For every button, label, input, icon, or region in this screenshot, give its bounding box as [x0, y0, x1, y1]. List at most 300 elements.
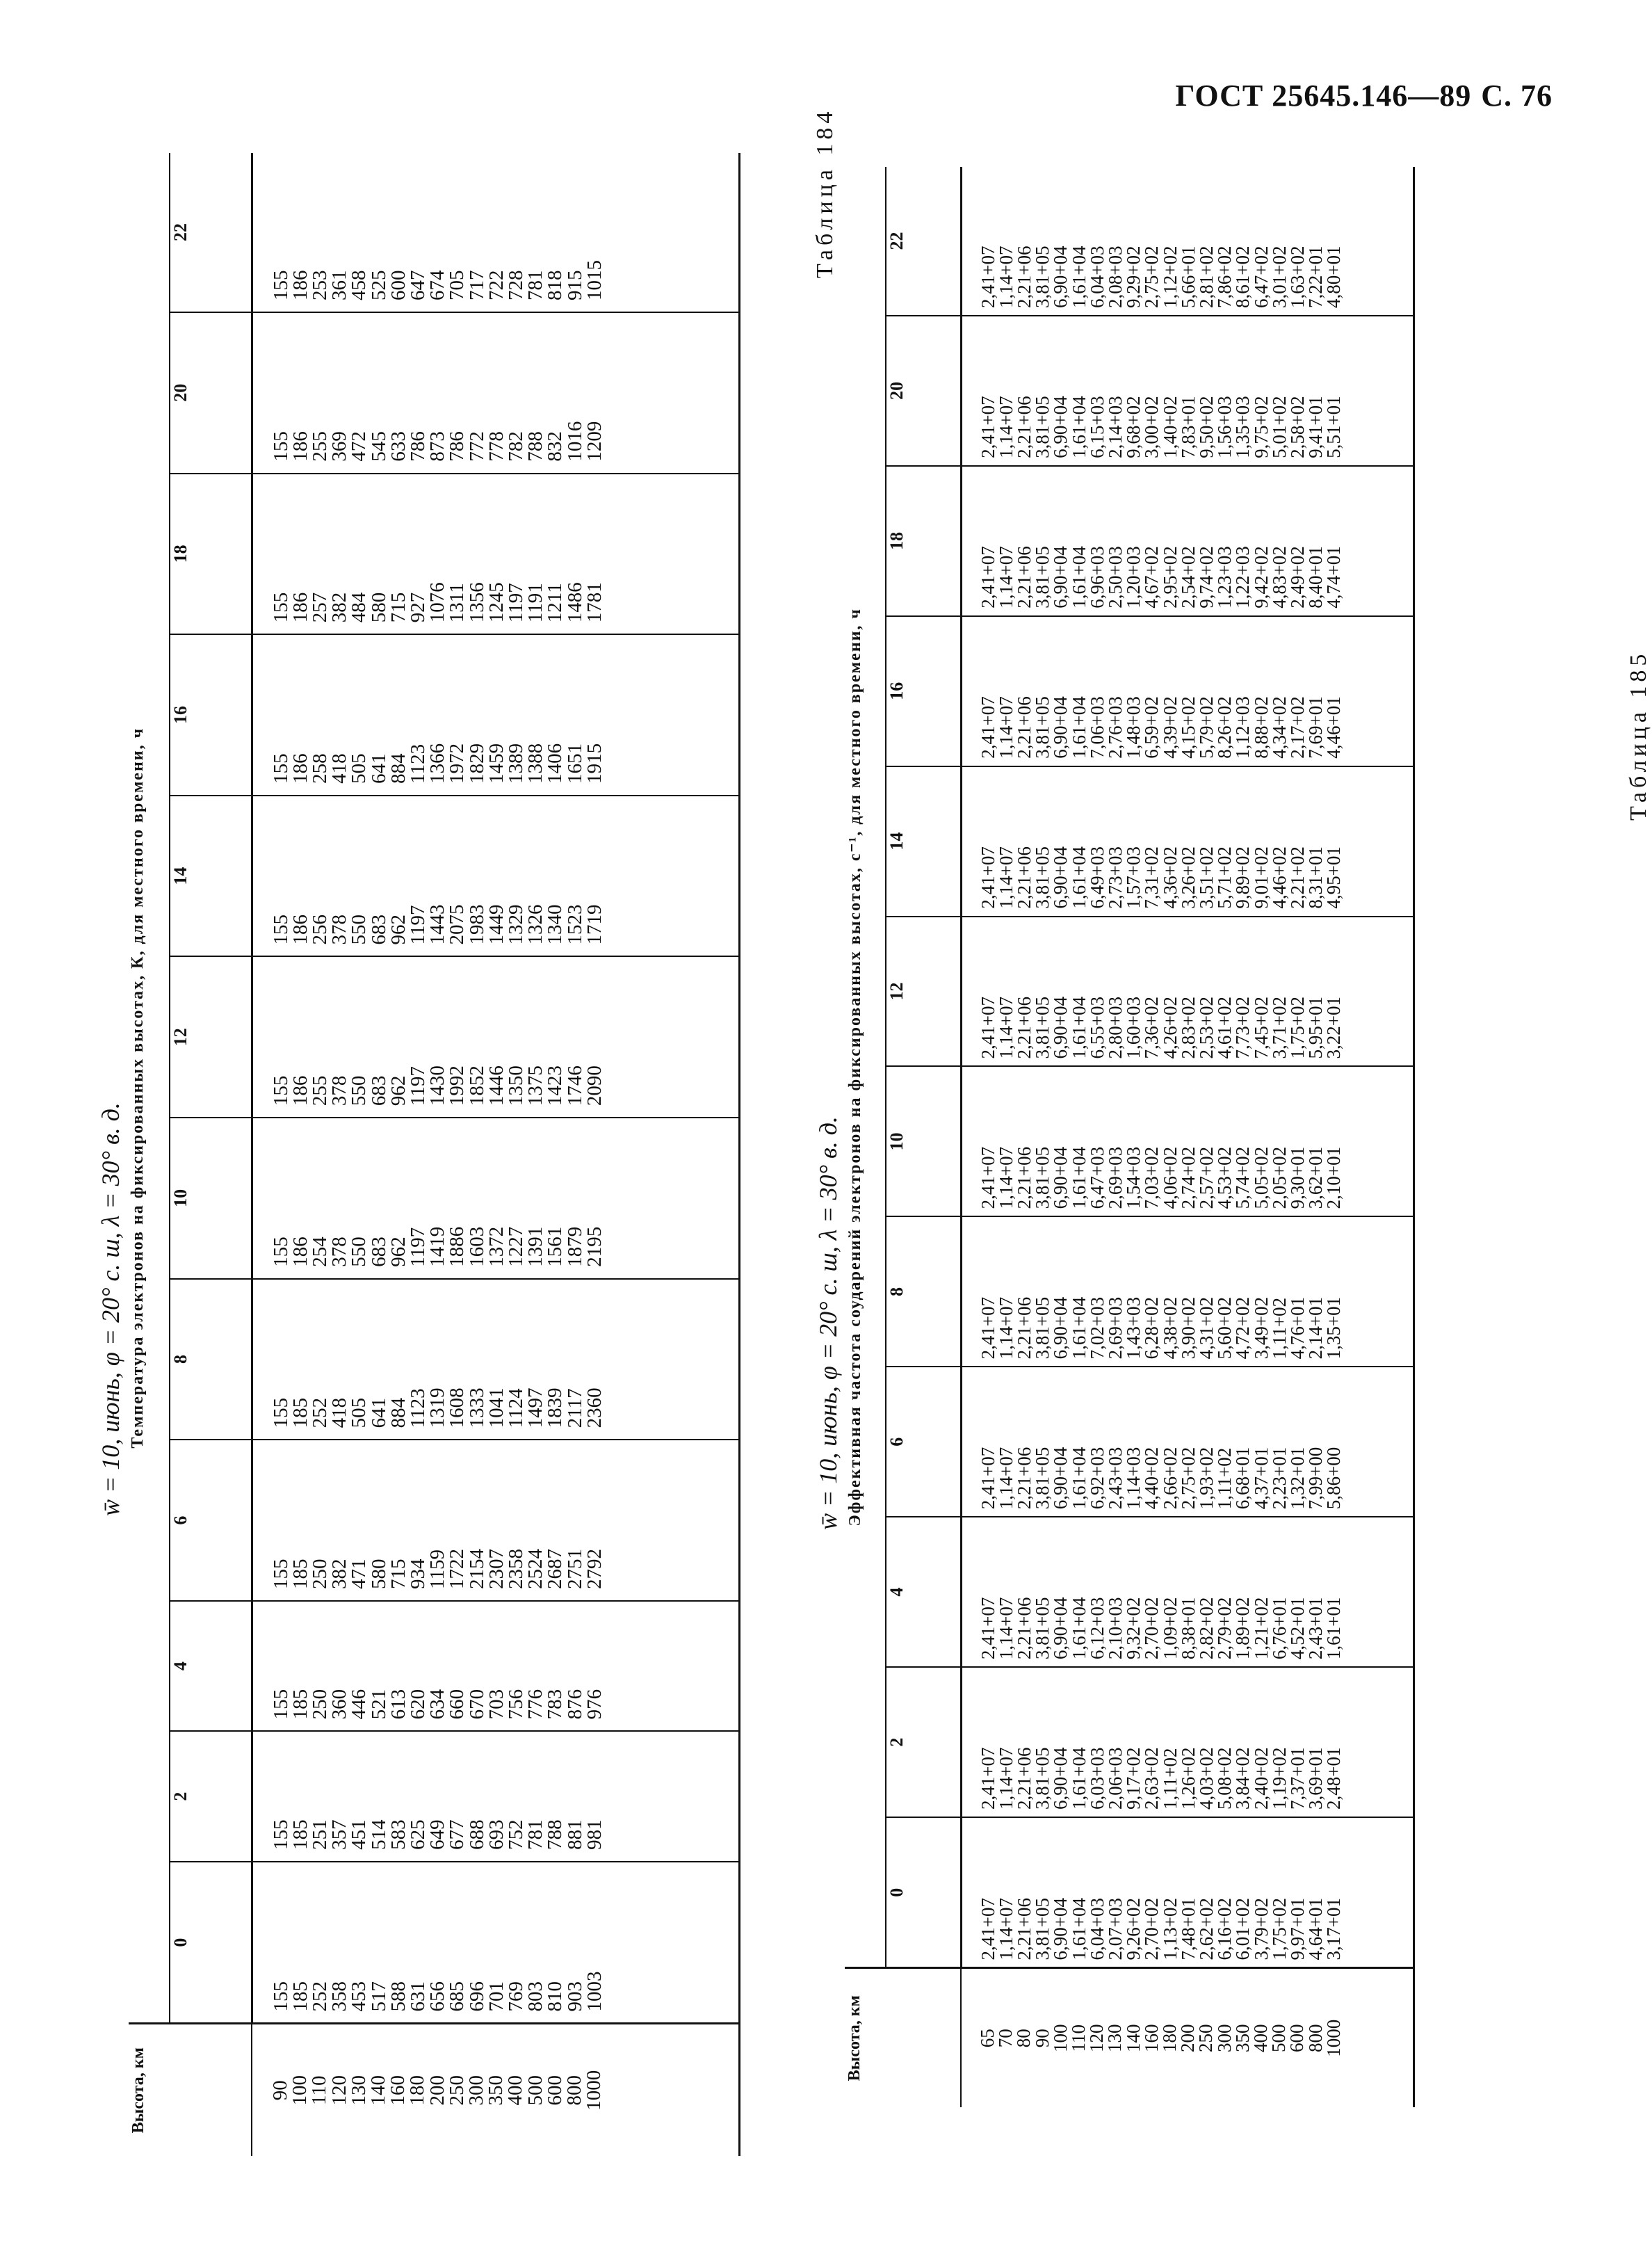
table185-cell: 2,21+06 [1013, 1146, 1035, 1209]
table184-cell: 600 [387, 270, 410, 300]
table185-cell: 2,10+01 [1323, 1146, 1345, 1209]
table184-col-header-0: 0 [170, 1862, 252, 2024]
table185-cell: 2,05+02 [1268, 1146, 1290, 1209]
page-header [1165, 78, 1553, 113]
table185-cell: 6,12+03 [1086, 1597, 1108, 1660]
table184-cell: 884 [387, 753, 410, 784]
table185-cell: 6,59+02 [1141, 696, 1163, 759]
table184-cell: 934 [406, 1559, 429, 1589]
table185-cell: 5,95+01 [1305, 997, 1327, 1059]
table185-col-header-22: 22 [886, 167, 961, 316]
table184-cell: 1561 [544, 1226, 567, 1267]
table184-cell: 2687 [544, 1548, 567, 1589]
table185-height-65: 65 [977, 2029, 998, 2048]
table184-cell: 451 [348, 1819, 371, 1850]
table185-cell: 2,07+03 [1104, 1898, 1126, 1960]
table184-cell: 255 [308, 1075, 331, 1106]
table184-cell: 1839 [544, 1387, 567, 1428]
table184-cell: 155 [269, 1981, 292, 2012]
table185-cell: 5,51+01 [1323, 396, 1345, 458]
table184-cell: 769 [504, 1981, 527, 2012]
table184-cell: 715 [387, 592, 410, 623]
table184-cell: 1603 [465, 1226, 488, 1267]
table185-cell: 6,90+04 [1050, 997, 1071, 1059]
table184-cell: 382 [328, 1559, 351, 1589]
table185-cell: 3,69+01 [1305, 1747, 1327, 1810]
table184-height-300: 300 [465, 2075, 488, 2106]
table185-cell: 4,67+02 [1141, 546, 1163, 609]
table185-cell: 1,57+03 [1123, 846, 1144, 909]
table184-cell: 580 [367, 1559, 390, 1589]
table185-cell: 2,21+06 [1013, 1447, 1035, 1510]
table184-cell: 358 [328, 1981, 351, 2012]
table185-cell: 2,58+02 [1286, 396, 1308, 458]
table-184-grid [129, 153, 740, 2156]
table185-cell: 6,90+04 [1050, 1296, 1071, 1360]
table184-cell: 717 [465, 270, 488, 300]
table184-col-header-2: 2 [170, 1731, 252, 1861]
table185-column-22 [961, 167, 1414, 316]
table185-height-80: 80 [1013, 2029, 1035, 2048]
table185-cell: 6,90+04 [1050, 1597, 1071, 1660]
table185-col-header-6: 6 [886, 1367, 961, 1517]
table185-cell: 2,69+03 [1104, 1146, 1126, 1209]
table185-cell: 3,84+02 [1232, 1747, 1254, 1810]
table185-cell: 7,37+01 [1286, 1747, 1308, 1810]
table184-cell: 186 [289, 270, 311, 300]
table185-cell: 1,61+04 [1068, 1747, 1090, 1810]
table184-cell: 776 [524, 1689, 547, 1720]
table184-cell: 250 [308, 1559, 331, 1589]
table184-cell: 881 [563, 1819, 586, 1850]
table185-cell: 2,80+03 [1104, 997, 1126, 1059]
table184-cell: 155 [269, 1237, 292, 1267]
table185-cell: 9,01+02 [1250, 846, 1272, 909]
table184-cell: 514 [367, 1819, 390, 1850]
table184-cell: 472 [348, 431, 371, 462]
table184-cell: 677 [446, 1819, 469, 1850]
table185-cell: 2,41+07 [977, 997, 998, 1059]
table184-cell: 781 [524, 1819, 547, 1850]
table184-cell: 1992 [446, 1065, 469, 1106]
table185-cell: 2,41+07 [977, 1146, 998, 1209]
table184-cell: 1391 [524, 1226, 547, 1267]
table185-cell: 7,31+02 [1141, 846, 1163, 909]
table184-height-180: 180 [406, 2075, 429, 2106]
table185-cell: 2,83+02 [1177, 997, 1199, 1059]
table184-cell: 782 [504, 431, 527, 462]
table184-cell: 1430 [426, 1065, 449, 1106]
table185-cell: 1,09+02 [1159, 1597, 1181, 1660]
table185-cell: 1,54+03 [1123, 1146, 1144, 1209]
table185-cell: 1,26+02 [1177, 1747, 1199, 1810]
table185-cell: 3,51+02 [1195, 846, 1217, 909]
table184-cell: 1781 [583, 582, 606, 623]
table184-height-140: 140 [367, 2075, 390, 2106]
table185-height-500: 500 [1268, 2024, 1290, 2052]
table185-cell: 9,32+02 [1123, 1597, 1144, 1660]
table184-cell: 446 [348, 1689, 371, 1720]
table185-cell: 2,53+02 [1195, 997, 1217, 1059]
table185-col-header-16: 16 [886, 616, 961, 766]
table185-cell: 3,79+02 [1250, 1898, 1272, 1960]
table184-height-160: 160 [387, 2075, 410, 2106]
table185-cell: 1,14+07 [995, 546, 1017, 609]
table185-height-600: 600 [1286, 2024, 1308, 2052]
table185-cell: 1,14+07 [995, 1898, 1017, 1960]
table184-cell: 696 [465, 1981, 488, 2012]
table185-cell: 2,21+06 [1013, 1597, 1035, 1660]
table184-cell: 1829 [465, 743, 488, 784]
table184-cell: 1446 [485, 1065, 508, 1106]
table184-cell: 251 [308, 1819, 331, 1850]
table185-cell: 3,22+01 [1323, 997, 1345, 1059]
table-184-label: Таблица 184 [812, 107, 838, 278]
table185-cell: 6,28+02 [1141, 1296, 1163, 1360]
table184-cell: 2360 [583, 1387, 606, 1428]
table184-col-header-8: 8 [170, 1279, 252, 1440]
table184-cell: 357 [328, 1819, 351, 1850]
table185-cell: 6,90+04 [1050, 1898, 1071, 1960]
table184-cell: 155 [269, 914, 292, 945]
table184-cell: 631 [406, 1981, 429, 2012]
table184-height-350: 350 [485, 2075, 508, 2106]
table184-cell: 2358 [504, 1548, 527, 1589]
table185-cell: 1,14+03 [1123, 1447, 1144, 1510]
table185-cell: 6,49+03 [1086, 846, 1108, 909]
table184-cell: 1197 [406, 905, 429, 945]
table185-cell: 1,35+03 [1232, 396, 1254, 458]
table185-cell: 2,69+03 [1104, 1296, 1126, 1360]
table185-cell: 4,80+01 [1323, 245, 1345, 308]
table185-cell: 4,64+01 [1305, 1898, 1327, 1960]
table185-cell: 8,40+01 [1305, 546, 1327, 609]
table-185-row-header: Высота, км [845, 1968, 961, 2107]
table185-cell: 7,03+02 [1141, 1146, 1163, 1209]
table185-cell: 2,41+07 [977, 1898, 998, 1960]
table185-cell: 3,26+02 [1177, 846, 1199, 909]
table185-col-header-2: 2 [886, 1667, 961, 1817]
table184-cell: 981 [583, 1819, 606, 1850]
table185-cell: 4,72+02 [1232, 1296, 1254, 1360]
table184-column-22 [252, 153, 740, 312]
table184-cell: 962 [387, 914, 410, 945]
table185-cell: 4,26+02 [1159, 997, 1181, 1059]
table185-cell: 4,37+01 [1250, 1447, 1272, 1510]
table185-cell: 5,66+01 [1177, 245, 1199, 308]
table185-cell: 2,41+07 [977, 1597, 998, 1660]
table185-cell: 2,41+07 [977, 1296, 998, 1360]
table184-cell: 1449 [485, 904, 508, 945]
table185-cell: 1,12+03 [1232, 696, 1254, 759]
table185-height-350: 350 [1231, 2024, 1253, 2052]
table184-cell: 1983 [465, 904, 488, 945]
table185-cell: 2,63+02 [1141, 1747, 1163, 1810]
table184-cell: 583 [387, 1819, 410, 1850]
table185-cell: 7,06+03 [1086, 696, 1108, 759]
table184-cell: 2090 [583, 1065, 606, 1106]
table-184-row-header: Высота, км [129, 2024, 252, 2156]
table184-cell: 2117 [563, 1388, 586, 1428]
table184-cell: 1886 [446, 1226, 469, 1267]
table185-cell: 9,42+02 [1250, 546, 1272, 609]
table185-cell: 4,46+02 [1268, 846, 1290, 909]
table185-cell: 2,14+01 [1305, 1296, 1327, 1360]
table184-cell: 786 [406, 431, 429, 462]
table184-cell: 1356 [465, 582, 488, 623]
table184-height-100: 100 [289, 2075, 311, 2106]
table184-cell: 1497 [524, 1387, 547, 1428]
table184-cell: 155 [269, 270, 292, 300]
table185-cell: 1,14+07 [995, 245, 1017, 308]
table184-cell: 186 [289, 592, 311, 623]
table185-cell: 3,81+05 [1032, 1447, 1053, 1510]
table185-cell: 1,14+07 [995, 396, 1017, 458]
table185-height-70: 70 [995, 2029, 1017, 2048]
table185-cell: 1,93+02 [1195, 1447, 1217, 1510]
table185-cell: 3,81+05 [1032, 1146, 1053, 1209]
table185-column-8 [961, 1216, 1414, 1367]
table-184-span-header: Температура электронов на фиксированных высотах, К, для местного времени, ч [129, 153, 170, 2024]
table184-height-110: 110 [308, 2075, 331, 2105]
table185-cell: 3,81+05 [1032, 997, 1053, 1059]
table184-cell: 647 [406, 270, 429, 300]
table185-cell: 1,61+04 [1068, 997, 1090, 1059]
table185-cell: 1,35+01 [1323, 1296, 1345, 1360]
table185-cell: 1,14+07 [995, 696, 1017, 759]
table185-cell: 1,61+04 [1068, 1447, 1090, 1510]
table184-cell: 1159 [426, 1549, 449, 1589]
table184-cell: 484 [348, 592, 371, 623]
table184-column-14 [252, 796, 740, 957]
table185-height-110: 110 [1068, 2024, 1090, 2052]
table184-cell: 255 [308, 431, 331, 462]
table184-cell: 458 [348, 270, 371, 300]
table185-cell: 2,50+03 [1104, 546, 1126, 609]
table184-height-500: 500 [524, 2075, 546, 2106]
table184-col-header-16: 16 [170, 634, 252, 796]
table184-column-6 [252, 1440, 740, 1601]
table184-cell: 1389 [504, 743, 527, 784]
table184-cell: 778 [485, 431, 508, 462]
table185-cell: 1,21+02 [1250, 1597, 1272, 1660]
table185-cell: 3,49+02 [1250, 1296, 1272, 1360]
table185-cell: 4,74+01 [1323, 546, 1345, 609]
table184-cell: 1879 [563, 1226, 586, 1267]
table184-col-header-12: 12 [170, 956, 252, 1118]
table184-cell: 625 [406, 1819, 429, 1850]
table185-cell: 1,14+07 [995, 1747, 1017, 1810]
table185-column-20 [961, 316, 1414, 466]
table185-cell: 2,41+07 [977, 396, 998, 458]
table184-cell: 1375 [524, 1065, 547, 1106]
table184-cell: 525 [367, 270, 390, 300]
table185-cell: 2,66+02 [1159, 1447, 1181, 1510]
table185-cell: 8,31+01 [1305, 846, 1327, 909]
table185-cell: 2,41+07 [977, 546, 998, 609]
table184-cell: 1333 [465, 1387, 488, 1428]
table184-cell: 155 [269, 1689, 292, 1720]
table184-cell: 257 [308, 592, 331, 623]
table184-cell: 418 [328, 753, 351, 784]
table185-cell: 2,54+02 [1177, 546, 1199, 609]
table184-cell: 927 [406, 592, 429, 623]
table185-cell: 7,83+01 [1177, 396, 1199, 458]
table184-cell: 155 [269, 1559, 292, 1589]
table-184-title: w̄ = 10, июнь, φ = 20° с. ш, λ = 30° в. д. [97, 1102, 124, 1516]
table184-cell: 688 [465, 1819, 488, 1850]
table184-cell: 252 [308, 1397, 331, 1428]
table184-cell: 1003 [583, 1971, 606, 2012]
table184-cell: 378 [328, 914, 351, 945]
table184-cell: 155 [269, 431, 292, 462]
table184-height-250: 250 [445, 2075, 468, 2106]
table185-cell: 1,56+03 [1214, 396, 1236, 458]
table185-cell: 8,88+02 [1250, 696, 1272, 759]
table185-cell: 1,48+03 [1123, 696, 1144, 759]
table184-col-header-4: 4 [170, 1601, 252, 1731]
table185-cell: 5,79+02 [1195, 696, 1217, 759]
table185-cell: 6,90+04 [1050, 396, 1071, 458]
table184-column-4 [252, 1601, 740, 1731]
table185-cell: 6,04+03 [1086, 245, 1108, 308]
table184-cell: 674 [426, 270, 449, 300]
table184-cell: 1366 [426, 743, 449, 784]
table184-height-800: 800 [563, 2075, 586, 2106]
table184-cell: 186 [289, 1075, 311, 1106]
table184-cell: 1227 [504, 1226, 527, 1267]
table185-cell: 6,04+03 [1086, 1898, 1108, 1960]
table184-cell: 818 [544, 270, 567, 300]
table185-height-200: 200 [1177, 2024, 1199, 2052]
table185-cell: 1,14+07 [995, 1597, 1017, 1660]
table185-cell: 3,81+05 [1032, 1747, 1053, 1810]
table185-cell: 2,76+03 [1104, 696, 1126, 759]
table185-cell: 1,11+02 [1159, 1748, 1181, 1810]
table184-cell: 471 [348, 1559, 371, 1589]
table184-col-header-6: 6 [170, 1440, 252, 1601]
table184-cell: 752 [504, 1819, 527, 1850]
table185-cell: 4,36+02 [1159, 846, 1181, 909]
table184-col-header-22: 22 [170, 153, 252, 312]
table185-cell: 5,01+02 [1268, 396, 1290, 458]
table184-cell: 418 [328, 1397, 351, 1428]
table184-cell: 378 [328, 1075, 351, 1106]
table184-cell: 550 [348, 1237, 371, 1267]
table185-cell: 9,75+02 [1250, 396, 1272, 458]
table184-cell: 728 [504, 270, 527, 300]
table185-cell: 1,43+03 [1123, 1296, 1144, 1360]
table185-cell: 1,61+01 [1323, 1597, 1345, 1660]
table184-cell: 1651 [563, 743, 586, 784]
table185-cell: 1,89+02 [1232, 1597, 1254, 1660]
table184-cell: 1915 [583, 743, 606, 784]
table184-height-1000: 1000 [583, 2070, 606, 2111]
table-185-label: Таблица 185 [1626, 650, 1651, 821]
table185-cell: 2,73+03 [1104, 846, 1126, 909]
table184-cell: 1123 [406, 743, 429, 784]
table185-column-4 [961, 1517, 1414, 1667]
table185-cell: 5,60+02 [1214, 1296, 1236, 1360]
table185-col-header-14: 14 [886, 766, 961, 917]
table185-cell: 4,61+02 [1214, 997, 1236, 1059]
table185-cell: 5,74+02 [1232, 1146, 1254, 1209]
table184-cell: 1423 [544, 1065, 567, 1106]
table184-cell: 703 [485, 1689, 508, 1720]
table185-cell: 1,61+04 [1068, 245, 1090, 308]
table184-cell: 1608 [446, 1387, 469, 1428]
table185-cell: 1,32+01 [1286, 1447, 1308, 1510]
table185-cell: 2,06+03 [1104, 1747, 1126, 1810]
table185-cell: 1,14+07 [995, 1296, 1017, 1360]
table185-cell: 1,40+02 [1159, 396, 1181, 458]
table184-cell: 1211 [544, 583, 567, 623]
table185-cell: 6,68+01 [1232, 1447, 1254, 1510]
table184-cell: 1329 [504, 904, 527, 945]
table184-column-10 [252, 1118, 740, 1279]
table185-cell: 6,76+01 [1268, 1597, 1290, 1660]
table184-height-120: 120 [327, 2075, 350, 2106]
table185-cell: 2,10+03 [1104, 1597, 1126, 1660]
page-number: С. 76 [1481, 79, 1553, 113]
table185-cell: 1,61+04 [1068, 1296, 1090, 1360]
table184-cell: 453 [348, 1981, 371, 2012]
table184-cell: 256 [308, 914, 331, 945]
table185-cell: 2,21+06 [1013, 1747, 1035, 1810]
table185-cell: 7,99+00 [1305, 1447, 1327, 1510]
table185-cell: 2,08+03 [1104, 245, 1126, 308]
table185-cell: 5,86+00 [1323, 1447, 1345, 1510]
table185-height-100: 100 [1049, 2024, 1071, 2052]
table184-cell: 788 [524, 431, 547, 462]
table184-cell: 2792 [583, 1548, 606, 1589]
table185-cell: 2,21+06 [1013, 846, 1035, 909]
table-185-title: w̄ = 10, июнь, φ = 20° с. ш, λ = 30° в. д. [814, 1116, 842, 1530]
table185-cell: 1,13+02 [1159, 1898, 1181, 1960]
table184-cell: 185 [289, 1689, 311, 1720]
table184-cell: 185 [289, 1559, 311, 1589]
table184-cell: 2195 [583, 1226, 606, 1267]
table184-cell: 186 [289, 914, 311, 945]
table185-cell: 1,20+03 [1123, 546, 1144, 609]
table184-cell: 1722 [446, 1548, 469, 1589]
table184-cell: 1209 [583, 421, 606, 462]
table184-cell: 588 [387, 1981, 410, 2012]
table184-cell: 903 [563, 1981, 586, 2012]
table185-cell: 4,15+02 [1177, 696, 1199, 759]
table184-cell: 1486 [563, 582, 586, 623]
table184-cell: 185 [289, 1397, 311, 1428]
table185-cell: 3,81+05 [1032, 396, 1053, 458]
table184-cell: 1719 [583, 904, 606, 945]
table184-cell: 1746 [563, 1065, 586, 1106]
table185-cell: 1,63+02 [1286, 245, 1308, 308]
table185-cell: 2,21+02 [1286, 846, 1308, 909]
table184-cell: 1388 [524, 743, 547, 784]
table185-cell: 9,97+01 [1286, 1898, 1308, 1960]
table184-cell: 1015 [583, 259, 606, 300]
table185-cell: 2,95+02 [1159, 546, 1181, 609]
table185-cell: 2,43+01 [1305, 1597, 1327, 1660]
table184-column-18 [252, 474, 740, 635]
table184-column-0 [252, 1862, 740, 2024]
table184-cell: 505 [348, 1397, 371, 1428]
table185-height-800: 800 [1304, 2024, 1326, 2052]
table185-cell: 6,47+02 [1250, 245, 1272, 308]
table185-cell: 7,69+01 [1305, 696, 1327, 759]
table185-cell: 8,26+02 [1214, 696, 1236, 759]
table185-cell: 1,12+02 [1159, 245, 1181, 308]
